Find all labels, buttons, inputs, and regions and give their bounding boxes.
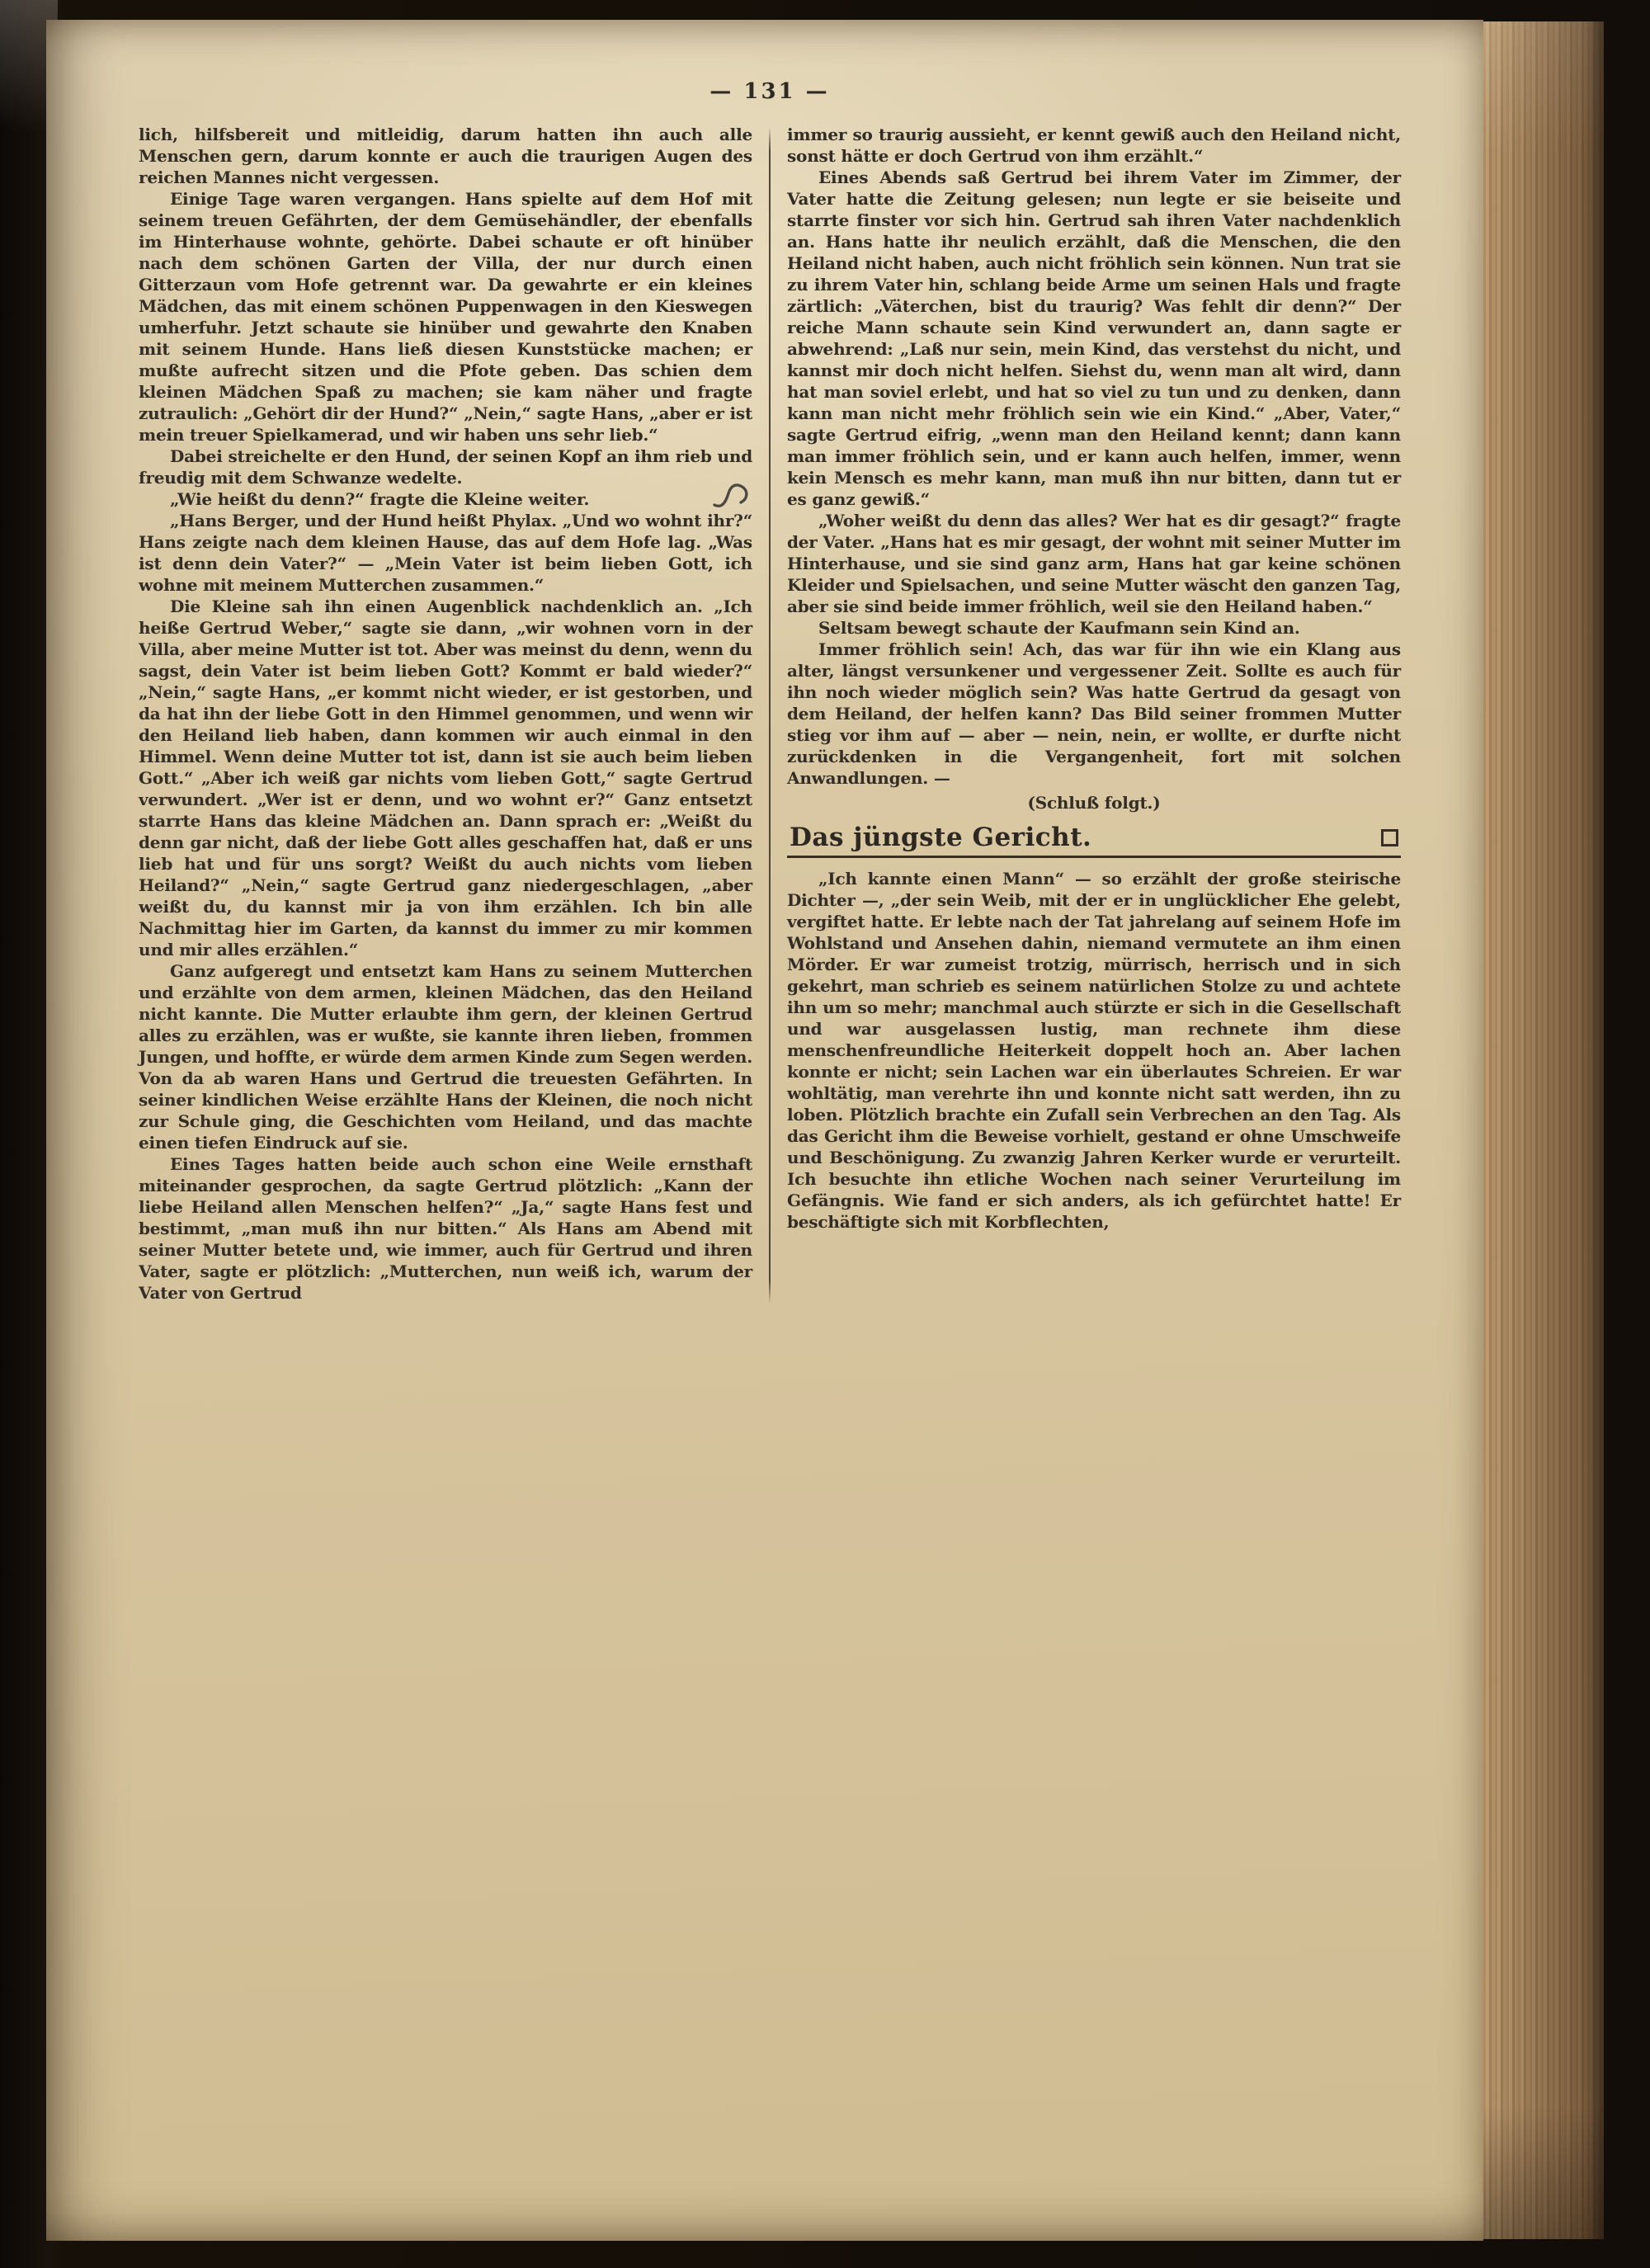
paragraph: Seltsam bewegt schaute der Kaufmann sein Kind an. bbox=[818, 618, 1300, 638]
paragraph: Dabei streichelte er den Hund, der seinen Kopf an ihm rieb und freudig mit dem Schwanze wedelte. bbox=[139, 446, 752, 488]
page-edges-strip bbox=[1483, 21, 1604, 2239]
paragraph: „Woher weißt du denn das alles? Wer hat es dir gesagt?“ fragte der Vater. „Hans hat es mir gesagt, der wohnt mit seiner Mutter im Hinterhause, und sie sind ganz arm, Hans hat gar keine schönen Kleider und Spielsachen, und seine Mutter wäscht den ganzen Tag, aber sie sind beide immer fröhlich, weil sie den Heiland haben.“ bbox=[787, 511, 1401, 616]
left-column bbox=[139, 124, 752, 1304]
small-square-ornament-icon bbox=[1381, 829, 1398, 846]
right-column bbox=[787, 124, 1401, 1304]
paragraph: „Hans Berger, und der Hund heißt Phylax. „Und wo wohnt ihr?“ Hans zeigte nach dem kleinen Hause, das auf dem Hofe lag. „Was ist denn dein Vater?“ — „Mein Vater ist beim lieben Gott, ich wohne mit meinem Mutterchen zusammen.“ bbox=[139, 511, 752, 595]
paragraph: Einige Tage waren vergangen. Hans spielte auf dem Hof mit seinem treuen Gefährten, der dem Gemüsehändler, der ebenfalls im Hinterhause wohnte, gehörte. Dabei schaute er oft hinüber nach dem schönen Garten der Villa, der nur durch einen Gitterzaun vom Hofe getrennt war. Da gewahrte er ein kleines Mädchen, das mit einem schönen Puppenwagen in den Kieswegen umherfuhr. Jetzt schaute sie hinüber und gewahrte den Knaben mit seinem Hunde. Hans ließ diesen Kunststücke machen; er mußte aufrecht sitzen und die Pfote geben. Das schien dem kleinen Mädchen Spaß zu machen; sie kam näher und fragte zutraulich: „Gehört dir der Hund?“ „Nein,“ sagte Hans, „aber er ist mein treuer Spielkamerad, und wir haben uns sehr lieb.“ bbox=[139, 189, 752, 445]
right-column-story-continuation bbox=[787, 124, 1401, 789]
paragraph: Die Kleine sah ihn einen Augenblick nachdenklich an. „Ich heiße Gertrud Weber,“ sagte sie dann, „wir wohnen vorn in der Villa, aber meine Mutter ist tot. Aber was meinst du denn, wenn du sagst, dein Vater ist beim lieben Gott? Kommt er bald wieder?“ „Nein,“ sagte Hans, „er kommt nicht wieder, er ist gestorben, und da hat ihn der liebe Gott in den Himmel genommen, und wenn wir den Heiland lieb haben, dann kommen wir auch einmal in den Himmel. Wenn deine Mutter tot ist, dann ist sie auch beim lieben Gott.“ „Aber ich weiß gar nichts vom lieben Gott,“ sagte Gertrud verwundert. „Wer ist er denn, und wo wohnt er?“ Ganz entsetzt starrte Hans das kleine Mädchen an. Dann sprach er: „Weißt du denn gar nicht, daß der liebe Gott alles geschaffen hat, daß er uns lieb hat und für uns sorgt? Weißt du auch nichts vom lieben Heiland?“ „Nein,“ sagte Gertrud ganz niedergeschlagen, „aber weißt du, du kannst mir ja von ihm erzählen. Ich bin alle Nachmittag hier im Garten, da kannst du immer zu mir kommen und mir alles erzählen.“ bbox=[139, 596, 752, 960]
handwritten-margin-mark bbox=[711, 479, 757, 516]
paragraph: Eines Abends saß Gertrud bei ihrem Vater im Zimmer, der Vater hatte die Zeitung gelesen; nun legte er sie beiseite und starrte finster vor sich hin. Gertrud sah ihren Vater nachdenklich an. Hans hatte ihr neulich erzählt, daß die Menschen, die den Heiland nicht haben, auch nicht fröhlich sein können. Nun trat sie zu ihrem Vater hin, schlang beide Arme um seinen Hals und fragte zärtlich: „Väterchen, bist du traurig? Was fehlt dir denn?“ Der reiche Mann schaute sein Kind verwundert an, dann sagte er abwehrend: „Laß nur sein, mein Kind, das verstehst du nicht, und kannst mir doch nicht helfen. Siehst du, wenn man alt wird, dann hat man soviel erlebt, und hat so viel zu tun und zu denken, dann kann man nicht mehr fröhlich sein wie ein Kind.“ „Aber, Vater,“ sagte Gertrud eifrig, „wenn man den Heiland kennt; dann kann man immer fröhlich sein, und er kann auch helfen, immer, wenn kein Mensch es mehr kann, man muß ihn nur bitten, dann tut er es ganz gewiß.“ bbox=[787, 167, 1401, 509]
section-heading-title: Das jüngste Gericht. bbox=[790, 823, 1092, 852]
paragraph: Ganz aufgeregt und entsetzt kam Hans zu seinem Mutterchen und erzählte von dem armen, kleinen Mädchen, das den Heiland nicht kannte. Die Mutter erlaubte ihm gern, der kleinen Gertrud alles zu erzählen, was er wußte, sie kannte ihren lieben, frommen Jungen, und hoffte, er würde dem armen Kinde zum Segen werden. Von da ab waren Hans und Gertrud die treuesten Gefährten. In seiner kindlichen Weise erzählte Hans der Kleinen, die noch nicht zur Schule ging, die Geschichten vom Heiland, und das machte einen tiefen Eindruck auf sie. bbox=[139, 961, 752, 1153]
paragraph: immer so traurig aussieht, er kennt gewiß auch den Heiland nicht, sonst hätte er doch Gertrud von ihm erzählt.“ bbox=[787, 125, 1401, 166]
text-block bbox=[139, 124, 1401, 1304]
paper-page bbox=[46, 20, 1483, 2241]
column-divider bbox=[769, 127, 771, 1304]
paragraph: Eines Tages hatten beide auch schon eine Weile ernsthaft miteinander gesprochen, da sagte Gertrud plötzlich: „Kann der liebe Heiland allen Menschen helfen?“ „Ja,“ sagte Hans fest und bestimmt, „man muß ihn nur bitten.“ Als Hans am Abend mit seiner Mutter betete und, wie immer, auch für Gertrud und ihren Vater, sagte er plötzlich: „Mutterchen, nun weiß ich, warum der Vater von Gertrud bbox=[139, 1154, 752, 1303]
paragraph: Immer fröhlich sein! Ach, das war für ihn wie ein Klang aus alter, längst versunkener und vergessener Zeit. Sollte es auch für ihn noch wieder möglich sein? Was hatte Gertrud da gesagt von dem Heiland, der helfen kann? Das Bild seiner frommen Mutter stieg vor ihm auf — aber — nein, nein, er wollte, er durfte nicht zurückdenken in die Vergangenheit, fort mit solchen Anwandlungen. — bbox=[787, 639, 1401, 788]
paragraph: „Ich kannte einen Mann“ — so erzählt der große steirische Dichter —, „der sein Weib, mit der er in unglücklicher Ehe gelebt, vergiftet hatte. Er lebte nach der Tat jahrelang auf seinem Hofe im Wohlstand und Ansehen dahin, niemand vermutete an ihm einen Mörder. Er war zumeist trotzig, mürrisch, herrisch und in sich gekehrt, man schrieb es seinem natürlichen Stolze zu und achtete ihn um so mehr; manchmal auch stürzte er sich in die Gesellschaft und war ausgelassen lustig, man rechnete ihm diese menschenfreundliche Heiterkeit doppelt hoch an. Aber lachen konnte er nicht; sein Lachen war ein überlautes Schreien. Er war wohltätig, man verehrte ihn und konnte nicht satt werden, ihn zu loben. Plötzlich brachte ein Zufall sein Verbrechen an den Tag. Als das Gericht ihm die Beweise vorhielt, gestand er ohne Umschweife und Beschönigung. Zu zwanzig Jahren Kerker wurde er verurteilt. Ich besuchte ihn etliche Wochen nach seiner Verurteilung im Gefängnis. Wie fand er sich anders, als ich gefürchtet hatte! Er beschäftigte sich mit Korbflechten, bbox=[787, 869, 1401, 1232]
paragraph: lich, hilfsbereit und mitleidig, darum hatten ihn auch alle Menschen gern, darum konnte er auch die traurigen Augen des reichen Mannes nicht vergessen. bbox=[139, 125, 752, 187]
page-number: — 131 — bbox=[710, 79, 830, 104]
closing-note: (Schluß folgt.) bbox=[1027, 793, 1161, 813]
section-heading bbox=[787, 823, 1401, 858]
paragraph: „Wie heißt du denn?“ fragte die Kleine weiter. bbox=[170, 489, 590, 509]
right-column-new-section bbox=[787, 868, 1401, 1233]
